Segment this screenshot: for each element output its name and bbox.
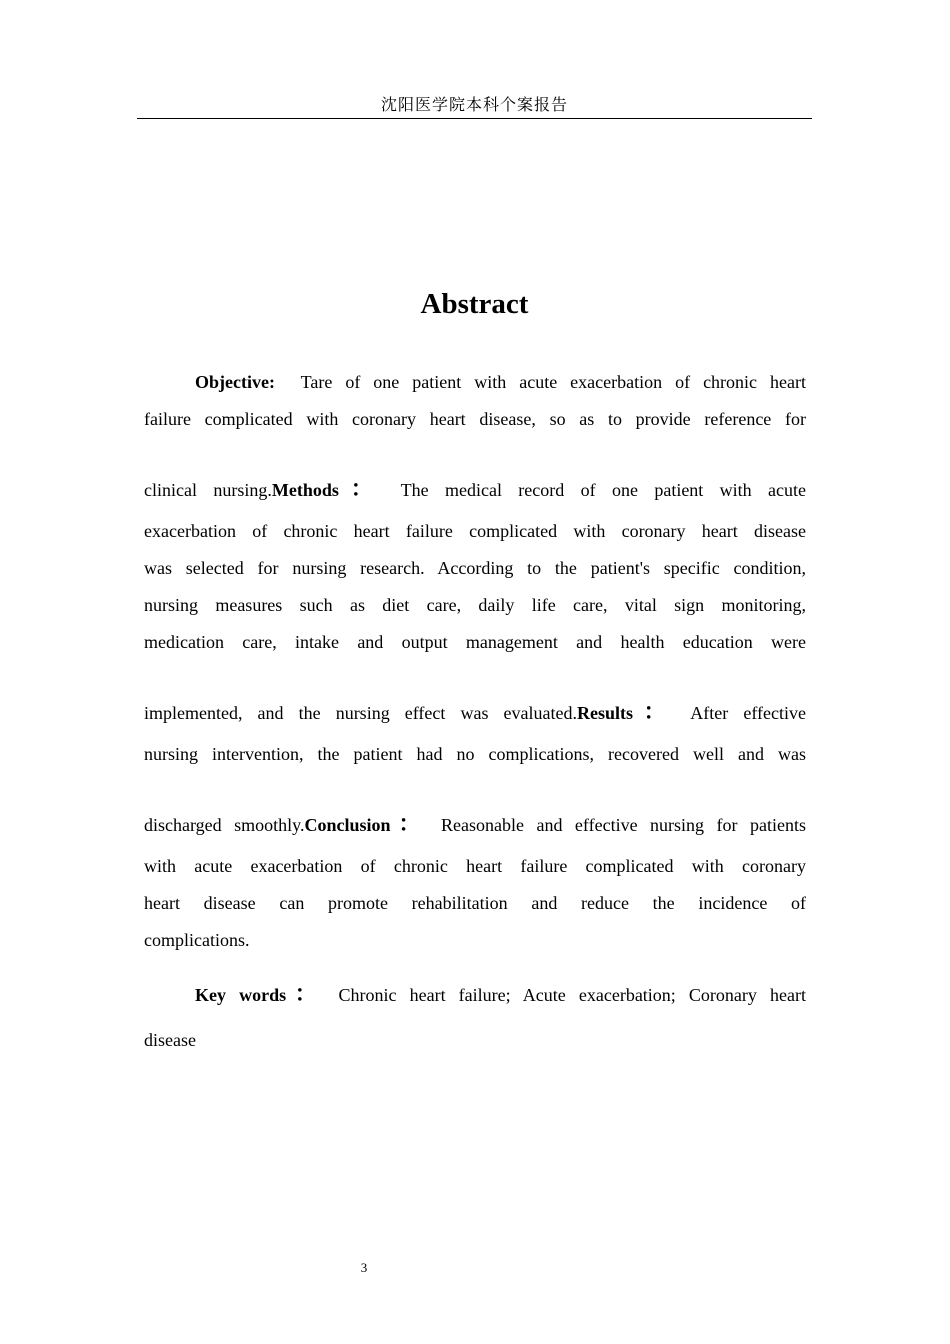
abstract-line: exacerbation of chronic heart failure complicated with coronary heart disease [144, 521, 806, 541]
results-label: Results [577, 703, 634, 723]
keywords-paragraph [144, 976, 806, 1059]
abstract-line [144, 802, 806, 848]
conclusion-colon: ： [390, 812, 429, 837]
results-text: discharged smoothly. [144, 815, 305, 835]
abstract-line: with acute exacerbation of chronic heart failure complicated with coronary [144, 856, 806, 876]
page-number: 3 [360, 1260, 368, 1275]
objective-text: clinical nursing. [144, 480, 272, 500]
keywords-colon: ： [286, 982, 326, 1007]
abstract-line [144, 364, 806, 401]
keywords-line [144, 976, 806, 1013]
keywords-text: Chronic heart failure; Acute exacerbation; Coronary heart [338, 985, 806, 1005]
abstract-line [144, 690, 806, 736]
results-text: After effective [690, 703, 806, 723]
abstract-line [144, 467, 806, 513]
abstract-line: failure complicated with coronary heart disease, so as to provide reference for [144, 409, 806, 429]
methods-text: implemented, and the nursing effect was evaluated. [144, 703, 578, 723]
keywords-label: Key words [195, 985, 287, 1005]
conclusion-text: Reasonable and effective nursing for patients [441, 815, 807, 835]
header-divider [137, 118, 812, 119]
keywords-line: disease [144, 1030, 196, 1050]
abstract-heading: Abstract [420, 288, 529, 320]
abstract-line: medication care, intake and output management and health education were [144, 632, 806, 652]
abstract-line: heart disease can promote rehabilitation and reduce the incidence of [144, 893, 806, 913]
results-colon: ： [633, 700, 677, 725]
objective-text: Tare of one patient with acute exacerbation of chronic heart [300, 372, 807, 392]
header-title: 沈阳医学院本科个案报告 [380, 95, 568, 114]
methods-colon: ： [338, 477, 385, 502]
methods-text: The medical record of one patient with acute [400, 480, 806, 500]
conclusion-label: Conclusion [304, 815, 391, 835]
abstract-paragraph [144, 364, 806, 959]
objective-label: Objective: [195, 372, 275, 392]
abstract-line: nursing intervention, the patient had no complications, recovered well and was [144, 744, 806, 764]
abstract-line: was selected for nursing research. According to the patient's specific condition, [144, 558, 806, 578]
methods-label: Methods [271, 480, 339, 500]
abstract-line: nursing measures such as diet care, daily life care, vital sign monitoring, [144, 595, 806, 615]
abstract-line: complications. [144, 930, 250, 950]
